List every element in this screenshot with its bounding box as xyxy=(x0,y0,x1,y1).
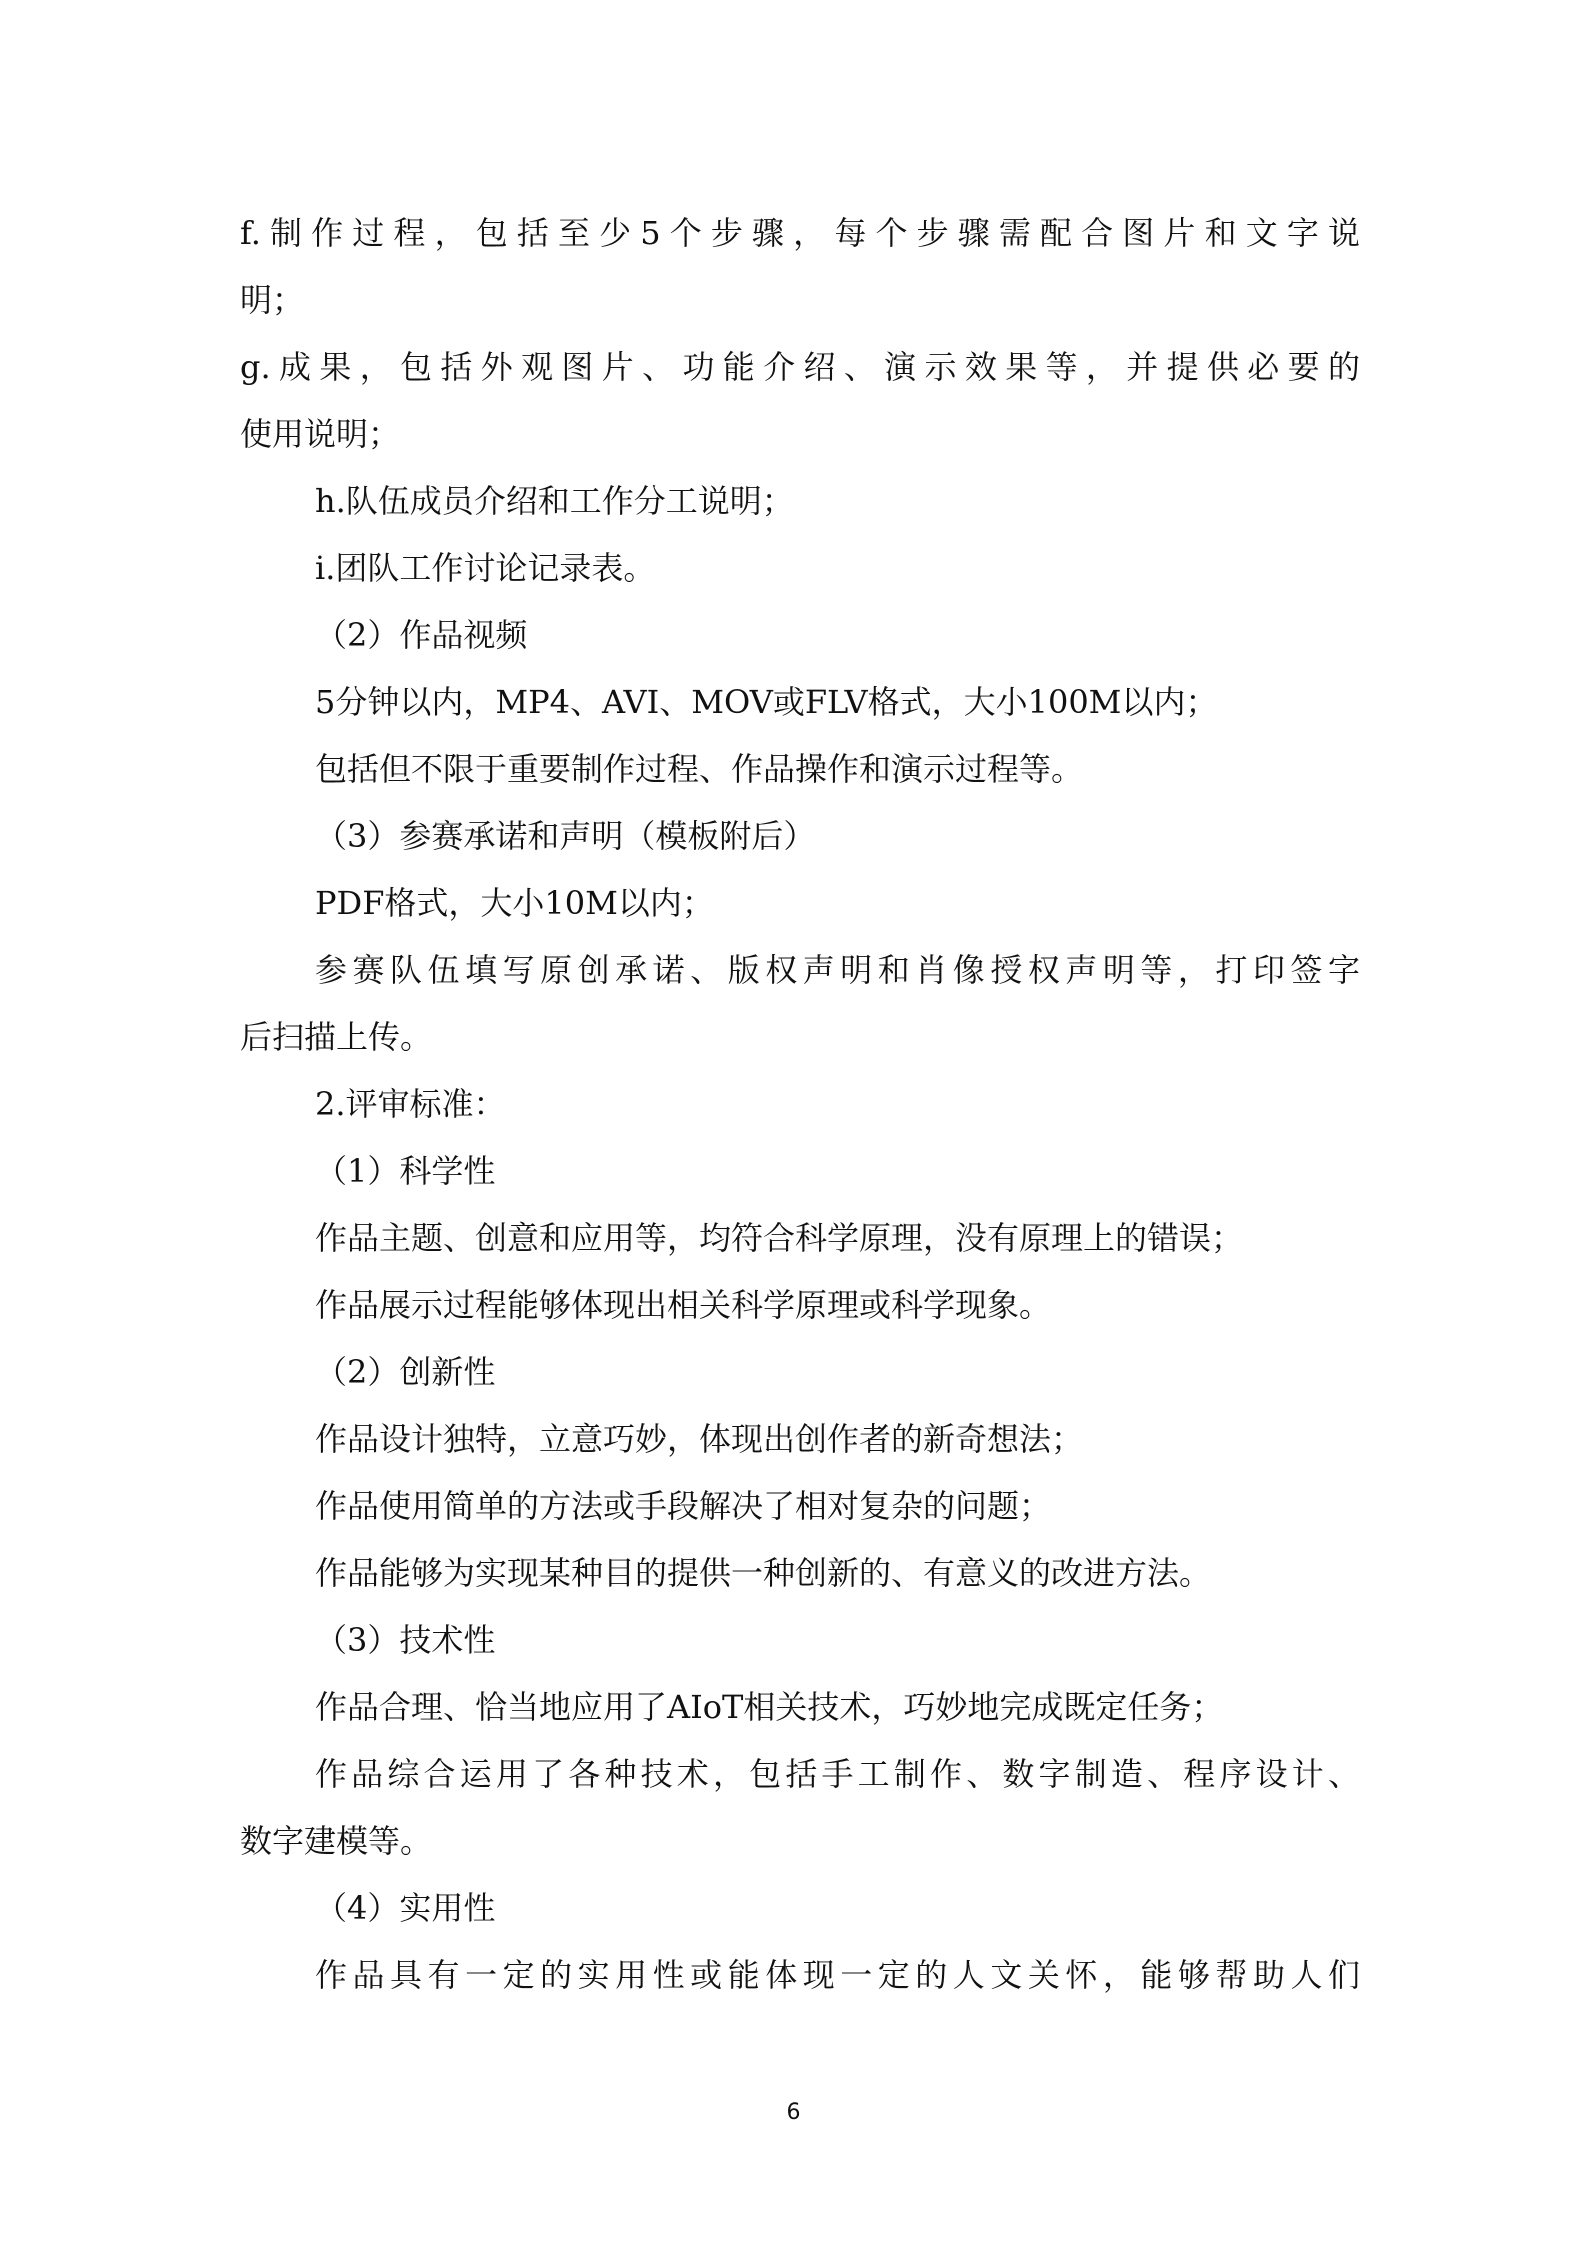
paragraph-line: 使用说明； xyxy=(240,415,401,453)
paragraph-line: 作品综合运用了各种技术，包括手工制作、数字制造、程序设计、 xyxy=(315,1755,1360,1793)
paragraph-line: 作品合理、恰当地应用了AIoT相关技术，巧妙地完成既定任务； xyxy=(315,1688,1224,1726)
section-heading: （3）技术性 xyxy=(315,1621,496,1659)
paragraph-line: 5分钟以内，MP4、AVI、MOV或FLV格式，大小100M以内； xyxy=(315,683,1218,721)
section-heading: （2）作品视频 xyxy=(315,616,528,654)
paragraph-line: 作品具有一定的实用性或能体现一定的人文关怀，能够帮助人们 xyxy=(315,1956,1360,1994)
paragraph-line: h.队伍成员介绍和工作分工说明； xyxy=(315,482,794,520)
page-number: 6 xyxy=(786,2100,801,2125)
section-heading: （4）实用性 xyxy=(315,1889,496,1927)
paragraph-line: f.制作过程，包括至少5个步骤，每个步骤需配合图片和文字说 xyxy=(240,214,1360,252)
paragraph-line: 作品能够为实现某种目的提供一种创新的、有意义的改进方法。 xyxy=(315,1554,1212,1592)
paragraph-line: g.成果，包括外观图片、功能介绍、演示效果等，并提供必要的 xyxy=(240,348,1360,386)
paragraph-line: 包括但不限于重要制作过程、作品操作和演示过程等。 xyxy=(315,750,1084,788)
paragraph-line: 参赛队伍填写原创承诺、版权声明和肖像授权声明等，打印签字 xyxy=(315,951,1360,989)
section-heading: 2.评审标准： xyxy=(315,1085,506,1123)
section-heading: （1）科学性 xyxy=(315,1152,496,1190)
paragraph-line: 作品设计独特，立意巧妙，体现出创作者的新奇想法； xyxy=(315,1420,1084,1458)
section-heading: （3）参赛承诺和声明（模板附后） xyxy=(315,817,816,855)
paragraph-line: 后扫描上传。 xyxy=(240,1018,433,1056)
paragraph-line: 作品展示过程能够体现出相关科学原理或科学现象。 xyxy=(315,1286,1052,1324)
paragraph-line: 数字建模等。 xyxy=(240,1822,433,1860)
paragraph-line: i.团队工作讨论记录表。 xyxy=(315,549,656,587)
paragraph-line: PDF格式，大小10M以内； xyxy=(315,884,714,922)
paragraph-line: 作品使用简单的方法或手段解决了相对复杂的问题； xyxy=(315,1487,1052,1525)
section-heading: （2）创新性 xyxy=(315,1353,496,1391)
paragraph-line: 作品主题、创意和应用等，均符合科学原理，没有原理上的错误； xyxy=(315,1219,1244,1257)
paragraph-line: 明； xyxy=(240,281,305,319)
